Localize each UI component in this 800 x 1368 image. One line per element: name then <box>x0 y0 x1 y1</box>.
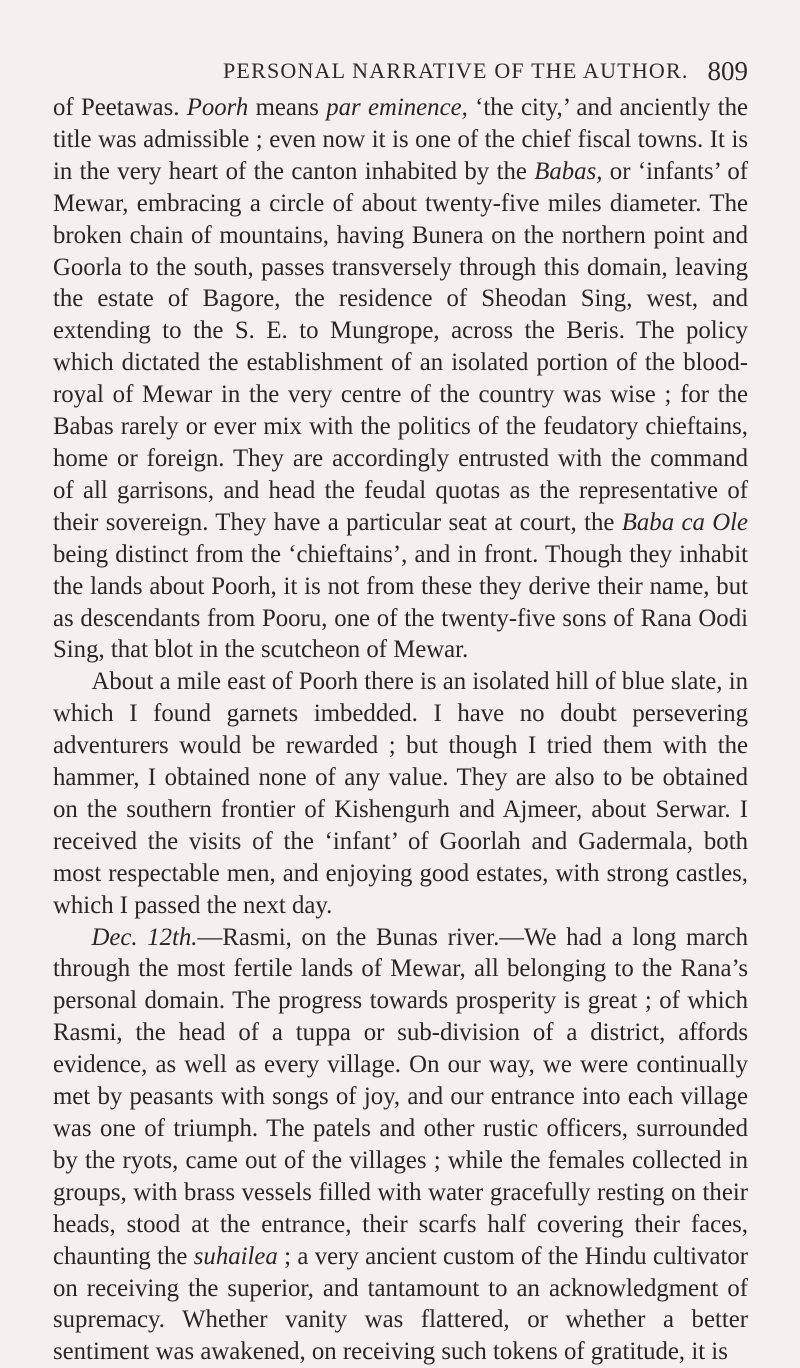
text-run: ; a very ancient custom of the Hindu cultivator on receiving the superior, and tantamount to an acknowledgment of supremacy. Whether vanity was flattered, or whether a better sentiment was awakened, on receiving such tokens of gratitude, it is <box>53 1242 748 1366</box>
italic-term: par eminence, <box>326 94 468 121</box>
paragraph-dated-entry <box>53 922 748 1368</box>
text-run: being distinct from the ‘chieftains’, and in front. Though they inhabit the lands about Poorh, it is not from these they derive their name, but as descendants from Pooru, one of the twenty-five sons of Rana Oodi Sing, that blot in the scutcheon of Mewar. <box>53 540 748 664</box>
italic-term: suhailea <box>193 1242 278 1270</box>
text-run: means <box>248 94 327 121</box>
text-run: or ‘infants’ of Mewar, embracing a circle of about twenty-five miles diameter. The broken chain of mountains, having Bunera on the northern point and Goorla to the south, passes transversely through this domain, leaving the estate of Bagore, the residence of Sheodan Sing, west, and extending to the S. E. to Mungrope, across the Beris. The policy which dictated the establishment of an isolated portion of the blood-royal of Mewar in the very centre of the country was wise ; for the Babas rarely or ever mix with the politics of the feudatory chieftains, home or foreign. They are accordingly entrusted with the command of all garrisons, and head the feudal quotas as the representative of their sovereign. They have a particular seat at court, the <box>53 157 748 536</box>
running-head <box>53 0 748 92</box>
text-run: —Rasmi, on the Bunas river.—We had a long march through the most fertile lands of Mewar, all belonging to the Rana’s personal domain. The progress towards prosperity is great ; of which Rasmi, the head of a tuppa or sub-division of a district, affords evidence, as well as every village. On our way, we were continually met by peasants with songs of joy, and our entrance into each village was one of triumph. The patels and other rustic officers, surrounded by the ryots, came out of the villages ; while the females collected in groups, with brass vessels filled with water gracefully resting on their heads, stood at the entrance, their scarfs half covering their faces, chaunting the <box>53 923 748 1270</box>
italic-term: Babas, <box>534 157 603 185</box>
entry-date: Dec. 12th. <box>91 923 198 951</box>
text-run: About a mile east of Poorh there is an isolated hill of blue slate, in which I found garnets imbedded. I have no doubt persevering adventurers would be rewarded ; but though I tried them with the hammer, I obtained none of any value. They are also to be obtained on the southern frontier of Kishengurh and Ajmeer, about Serwar. I received the visits of the ‘infant’ of Goorlah and Gadermala, both most respectable men, and enjoying good estates, with strong castles, which I passed the next day. <box>53 668 748 919</box>
italic-term: Poorh <box>186 94 249 121</box>
text-run: of Peetawas. <box>53 94 187 121</box>
page-number: 809 <box>707 56 748 86</box>
running-title: PERSONAL NARRATIVE OF THE AUTHOR. <box>223 58 689 83</box>
italic-term: Baba ca Ole <box>621 508 748 536</box>
text-run: ‘the city,’ and anciently the title was admissible ; even now it is one of the chief fiscal towns. It is in the very heart of the canton inhabited by the <box>53 94 749 185</box>
paragraph-continuation <box>53 92 748 666</box>
body-text <box>53 92 748 1368</box>
paragraph <box>53 666 748 921</box>
